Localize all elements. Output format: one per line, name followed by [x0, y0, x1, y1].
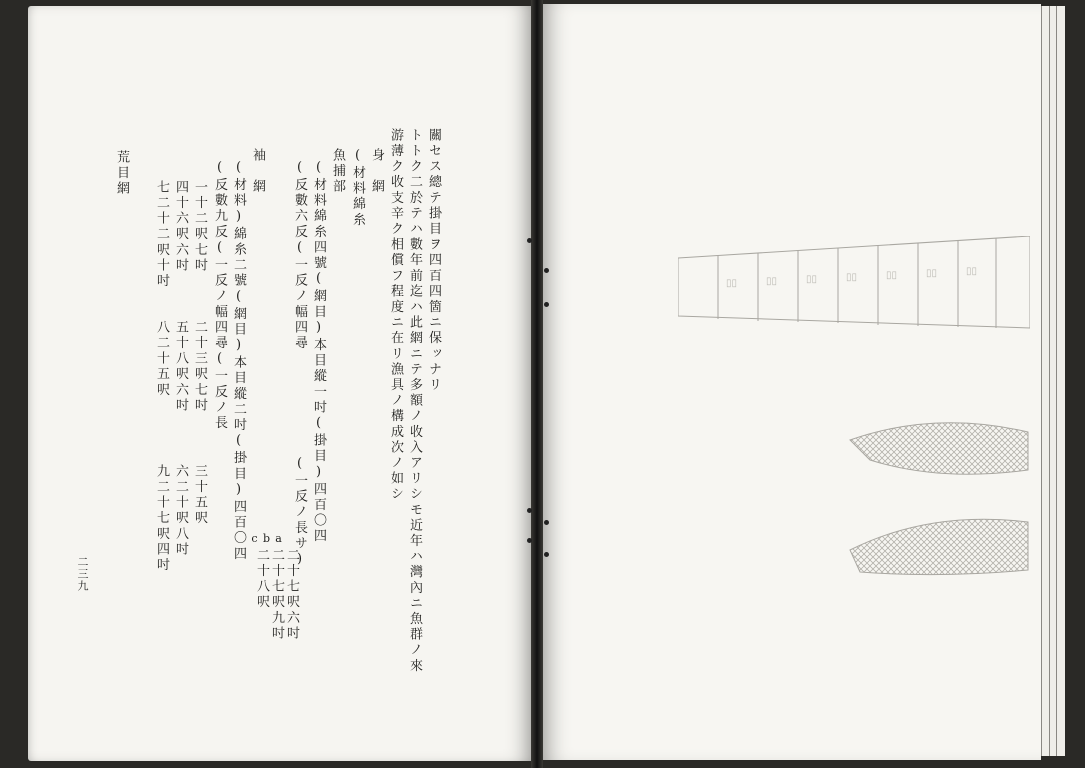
text-column: (反數六反(一反ノ幅四尋	[292, 160, 307, 352]
svg-text:▯▯: ▯▯	[806, 274, 818, 285]
text-column: 五十八呎六吋	[173, 320, 188, 414]
binding-hole	[544, 552, 549, 557]
page-number: 二三九	[76, 556, 89, 592]
svg-text:▯▯: ▯▯	[726, 278, 738, 289]
text-column: 二十三呎七吋	[192, 320, 207, 414]
text-column: 七二十二呎十吋	[154, 180, 169, 290]
net-panel-diagram	[678, 236, 1030, 341]
text-column: 六二十呎八吋	[173, 464, 188, 558]
text-column: 魚捕部	[330, 148, 345, 195]
length-label-c: c	[248, 532, 261, 550]
text-column: (材料)綿糸二號(網目)本目縱二吋(掛目)四百〇四	[231, 160, 246, 562]
binding-hole	[527, 538, 532, 543]
svg-text:▯▯: ▯▯	[886, 270, 898, 281]
text-column: 游薄ク收支辛ク相償フ程度ニ在リ漁具ノ構成次ノ如シ	[388, 128, 403, 503]
svg-text:▯▯: ▯▯	[966, 266, 978, 277]
right-page	[541, 4, 1041, 760]
text-column: 關セス總テ掛目ヲ四百四箇ニ保ッナリ	[426, 128, 441, 394]
text-column: (一反ノ長サ)	[292, 456, 307, 570]
svg-text:▯▯: ▯▯	[766, 276, 778, 287]
binding-hole	[544, 520, 549, 525]
binding-hole	[527, 508, 532, 513]
length-value-c: 二十八呎	[254, 548, 269, 611]
binding-hole	[527, 238, 532, 243]
text-column: 四十六呎六吋	[173, 180, 188, 274]
left-page	[28, 6, 533, 761]
svg-text:▯▯: ▯▯	[846, 272, 858, 283]
text-column: トトク二於テハ數年前迄ハ此網ニテ多額ノ收入アリシモ近年ハ灣內ニ魚群ノ來	[407, 128, 422, 674]
net-sketch	[840, 410, 1030, 590]
svg-text:▯▯: ▯▯	[926, 268, 938, 279]
text-column: 一十二呎七吋	[192, 180, 207, 274]
text-column: 九二十七呎四吋	[154, 464, 169, 574]
page-edge	[1056, 6, 1065, 756]
text-column: 八二十五呎	[154, 320, 169, 398]
text-column: (反數九反(一反ノ幅四尋(一反ノ長	[212, 160, 227, 432]
binding-gutter	[531, 0, 543, 768]
binding-hole	[544, 268, 549, 273]
length-label-a: a	[272, 532, 285, 550]
text-column: 荒目網	[114, 150, 129, 197]
text-column: (材料綿糸	[350, 148, 365, 228]
length-label-b: b	[260, 532, 273, 550]
length-value-b: 二十七呎九吋	[269, 548, 284, 642]
text-column: 身 網	[369, 148, 384, 195]
text-column: 袖 網	[250, 148, 265, 195]
binding-hole	[544, 302, 549, 307]
text-column: 三十五呎	[192, 464, 207, 527]
length-value-a: 二十七呎六吋	[284, 548, 299, 642]
text-column: (材料綿糸四號(網目)本目縱一吋(掛目)四百〇四	[311, 160, 326, 545]
